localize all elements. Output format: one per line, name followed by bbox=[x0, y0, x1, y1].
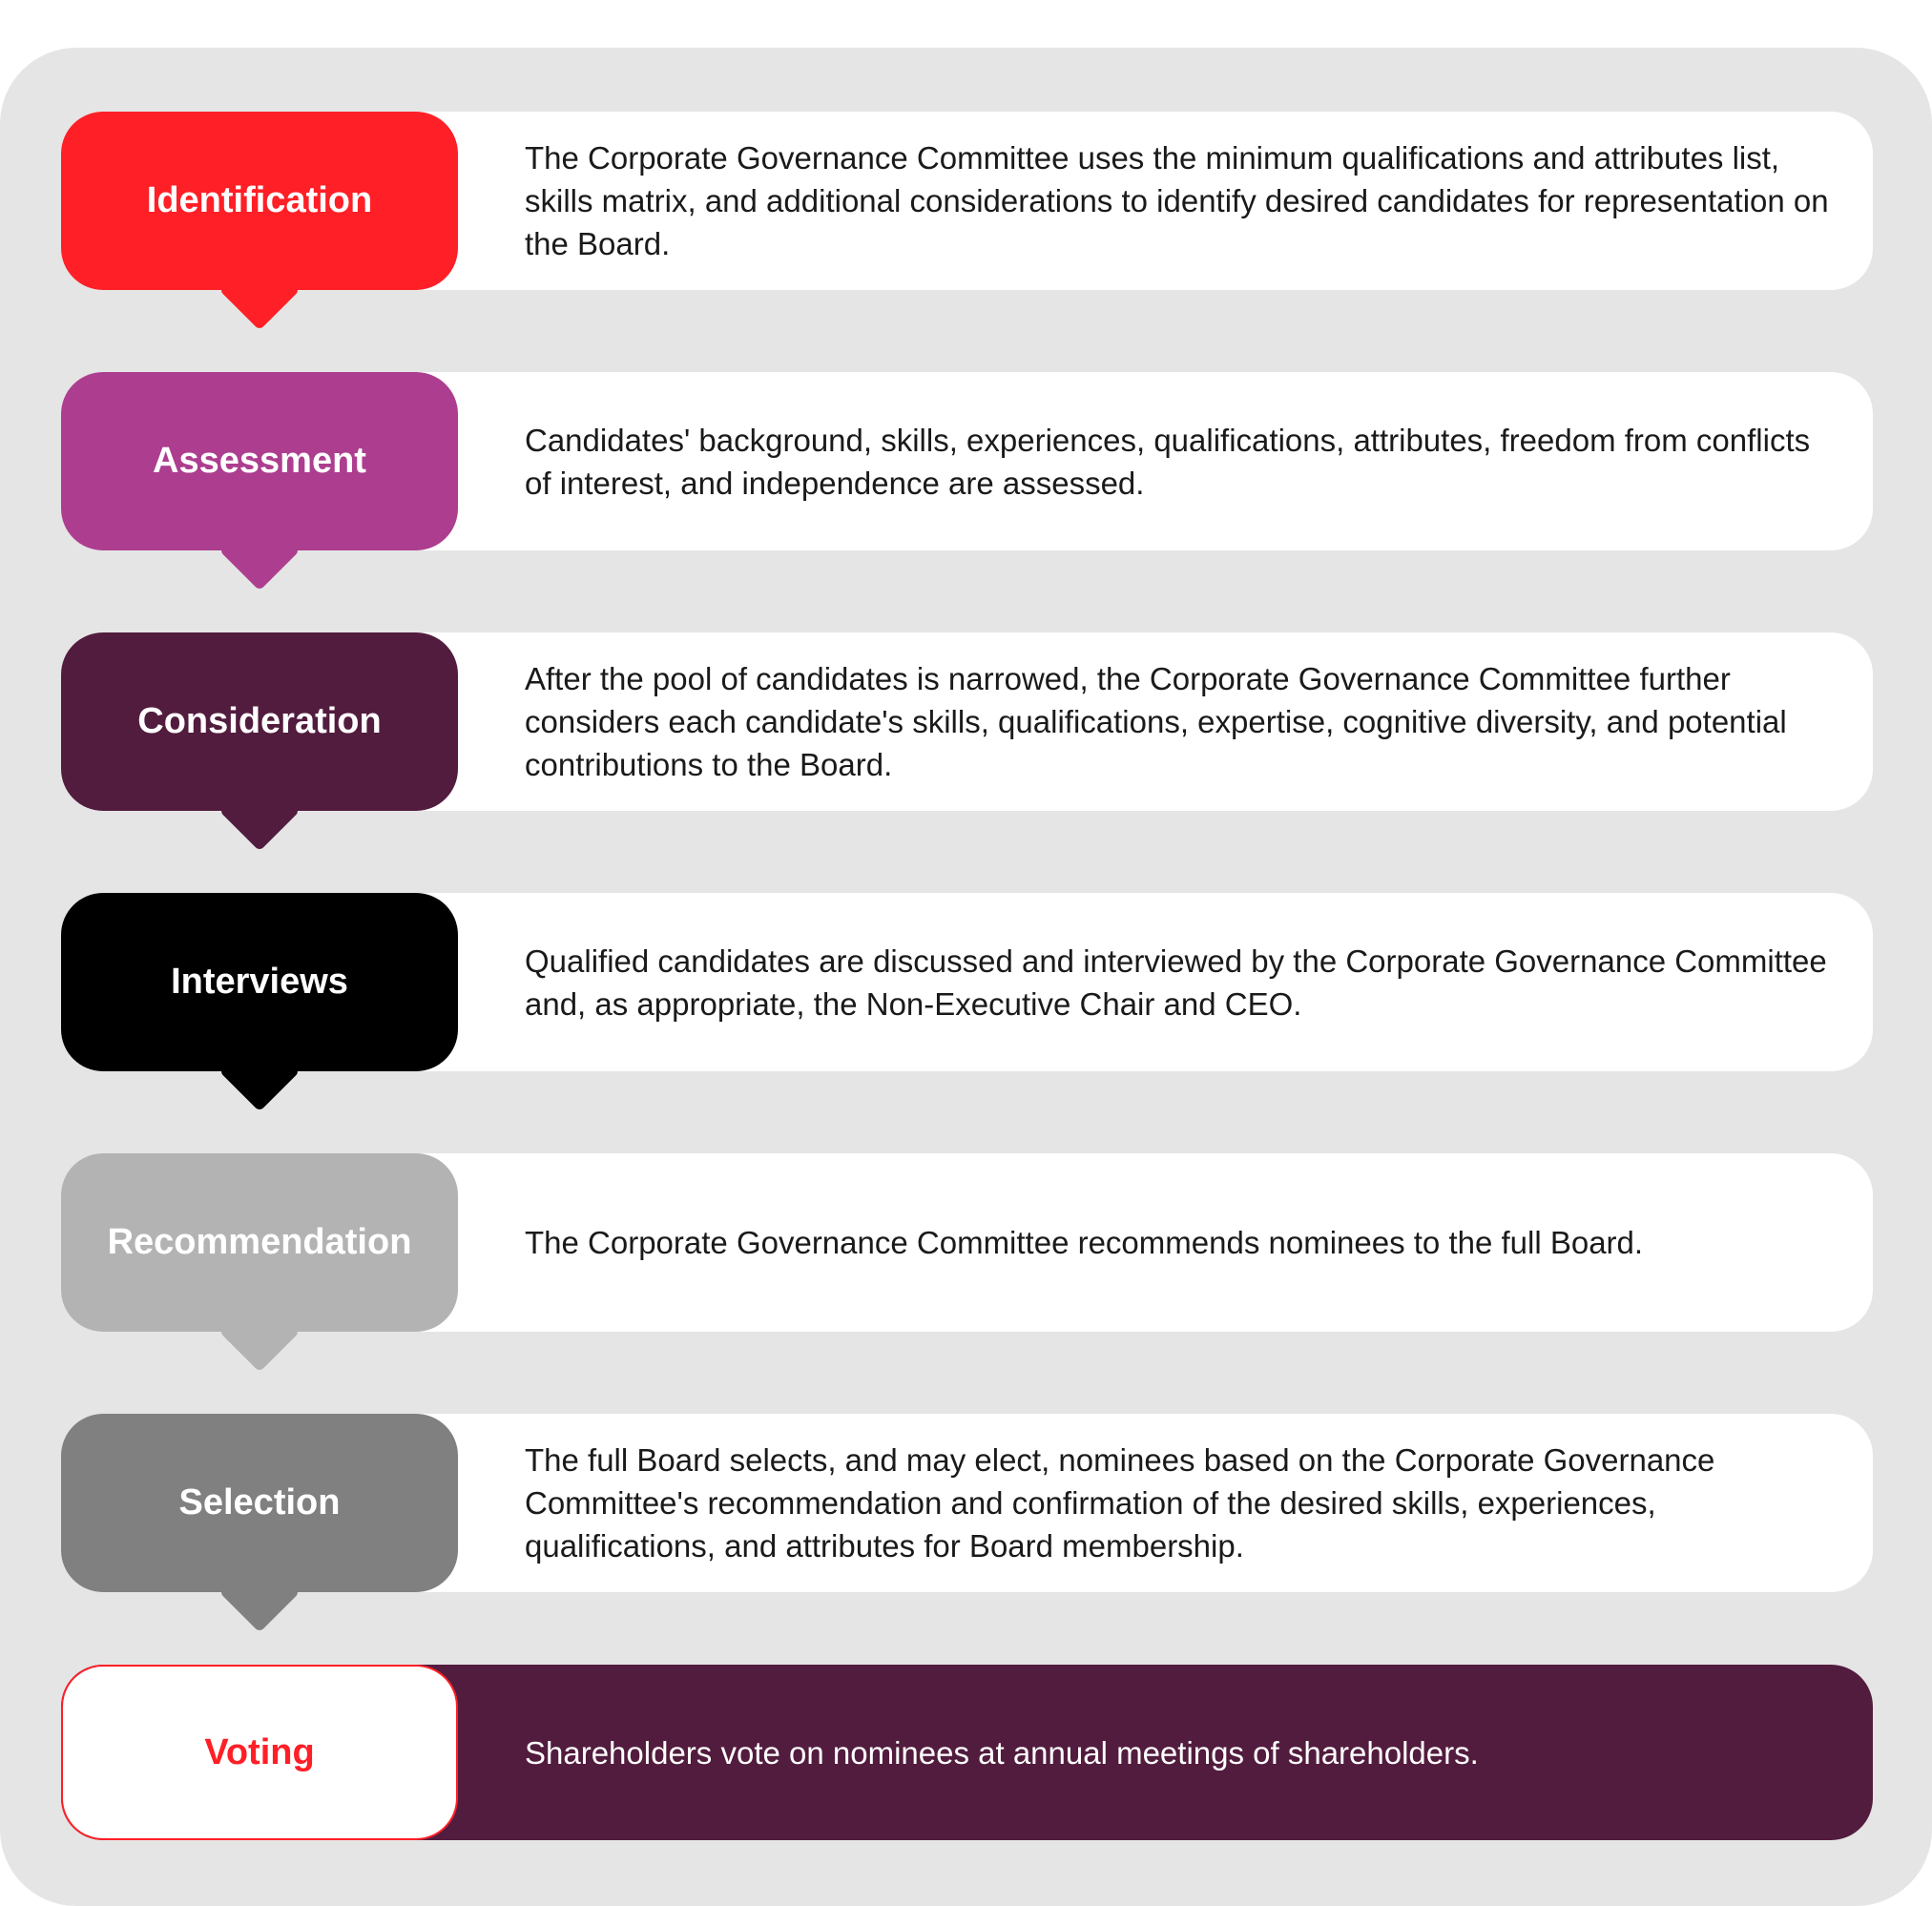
step-description bbox=[525, 372, 1841, 550]
step-consideration bbox=[61, 632, 1873, 811]
stage-label: Voting bbox=[204, 1731, 315, 1772]
stage-label-box bbox=[61, 893, 458, 1071]
step-selection bbox=[61, 1414, 1873, 1592]
step-description-text: Qualified candidates are discussed and interviewed by the Corporate Governance Committee and, as appropriate, the Non-Executive Chair and CEO. bbox=[525, 943, 1827, 1022]
step-description-text: Candidates' background, skills, experiences, qualifications, attributes, freedom from conflicts of interest, and independence are assessed. bbox=[525, 422, 1811, 501]
stage-label: Selection bbox=[178, 1482, 341, 1523]
stage-label-box bbox=[61, 632, 458, 811]
stage-label-box bbox=[61, 372, 458, 550]
stage-label: Identification bbox=[146, 180, 373, 220]
step-assessment bbox=[61, 372, 1873, 550]
stage-label: Interviews bbox=[171, 962, 348, 1002]
stage-label: Assessment bbox=[153, 441, 366, 481]
stage-label-box bbox=[61, 1665, 458, 1840]
step-description-text: After the pool of candidates is narrowed, the Corporate Governance Committee further considers each candidate's skills, qualifications, expertise, cognitive diversity, and potential contributions to the Board. bbox=[525, 661, 1787, 782]
step-description bbox=[525, 1153, 1841, 1332]
stage-label: Consideration bbox=[137, 701, 382, 741]
step-description bbox=[525, 112, 1841, 290]
step-description bbox=[525, 1414, 1841, 1592]
stage-label: Recommendation bbox=[107, 1222, 412, 1262]
step-description-text: The Corporate Governance Committee recommends nominees to the full Board. bbox=[525, 1225, 1644, 1260]
stage-label-box bbox=[61, 1153, 458, 1332]
step-identification bbox=[61, 112, 1873, 290]
step-description bbox=[525, 893, 1841, 1071]
step-description-text: The Corporate Governance Committee uses the minimum qualifications and attributes list, skills matrix, and additional considerations to identify desired candidates for representation on the Board. bbox=[525, 140, 1829, 261]
step-recommendation bbox=[61, 1153, 1873, 1332]
stage-label-box bbox=[61, 1414, 458, 1592]
step-description-text: Shareholders vote on nominees at annual meetings of shareholders. bbox=[525, 1734, 1479, 1771]
step-description bbox=[525, 1665, 1841, 1840]
step-description bbox=[525, 632, 1841, 811]
step-interviews bbox=[61, 893, 1873, 1071]
step-description-text: The full Board selects, and may elect, nominees based on the Corporate Governance Committee's recommendation and confirmation of the desired skills, experiences, qualifications, and attributes for Board membership. bbox=[525, 1442, 1715, 1564]
step-voting bbox=[61, 1665, 1873, 1840]
stage-label-box bbox=[61, 112, 458, 290]
